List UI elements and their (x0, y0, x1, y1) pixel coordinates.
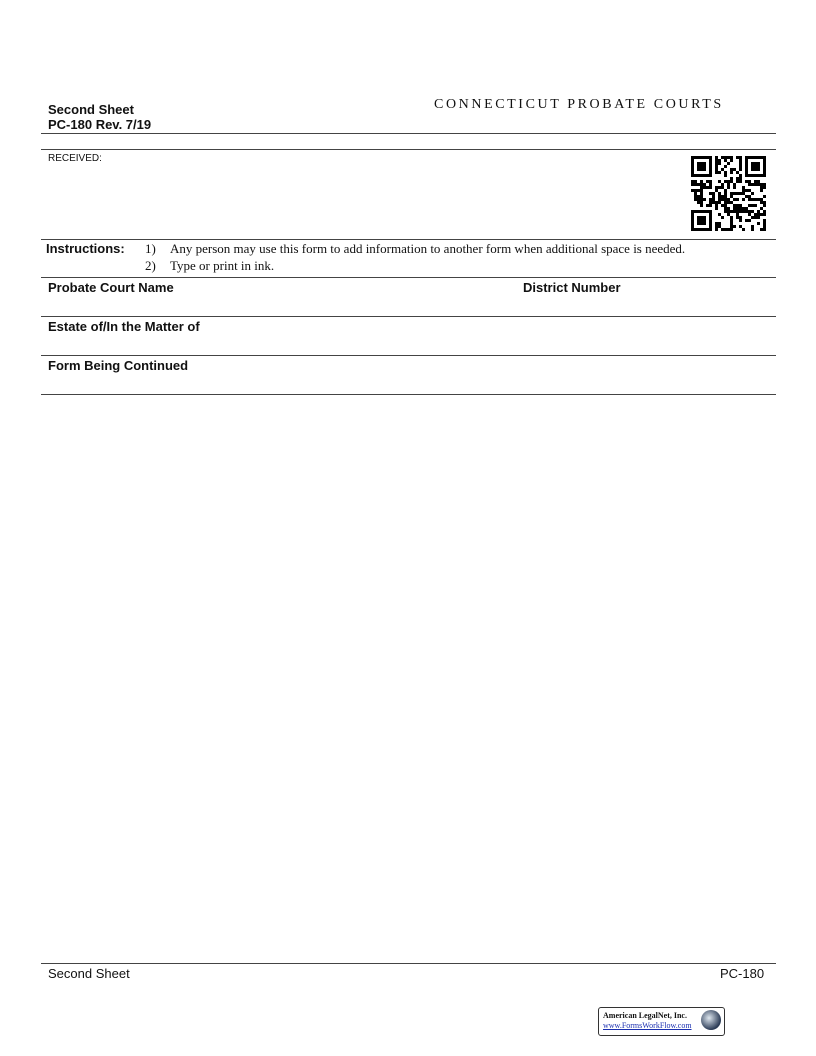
divider (41, 133, 776, 134)
estate-of-label: Estate of/In the Matter of (48, 319, 200, 334)
district-number-label: District Number (523, 280, 621, 295)
globe-icon (701, 1010, 721, 1030)
instruction-number: 2) (145, 258, 156, 273)
divider (41, 239, 776, 240)
received-label: RECEIVED: (48, 153, 102, 164)
sheet-label: Second Sheet (48, 102, 134, 117)
instruction-text: Type or print in ink. (170, 258, 275, 273)
footer-form-number: PC-180 (720, 966, 765, 981)
court-name-label: Probate Court Name (48, 280, 174, 295)
footer-divider (41, 963, 776, 964)
qr-code-icon (691, 156, 766, 231)
divider (41, 355, 776, 356)
instruction-text: Any person may use this form to add information to another form when additional space is needed. (170, 241, 686, 256)
divider (41, 316, 776, 317)
agency-title: CONNECTICUT PROBATE COURTS (434, 97, 724, 112)
logo-url[interactable]: www.FormsWorkFlow.com (603, 1021, 692, 1030)
divider (41, 394, 776, 395)
form-number: PC-180 Rev. 7/19 (48, 117, 152, 132)
instruction-number: 1) (145, 241, 156, 256)
instructions-label: Instructions: (46, 241, 125, 256)
divider (41, 149, 776, 150)
logo-company: American LegalNet, Inc. (603, 1011, 687, 1020)
americanlegalnet-logo (598, 1007, 725, 1036)
form-continued-label: Form Being Continued (48, 358, 189, 373)
footer-sheet-label: Second Sheet (48, 966, 130, 981)
divider (41, 277, 776, 278)
